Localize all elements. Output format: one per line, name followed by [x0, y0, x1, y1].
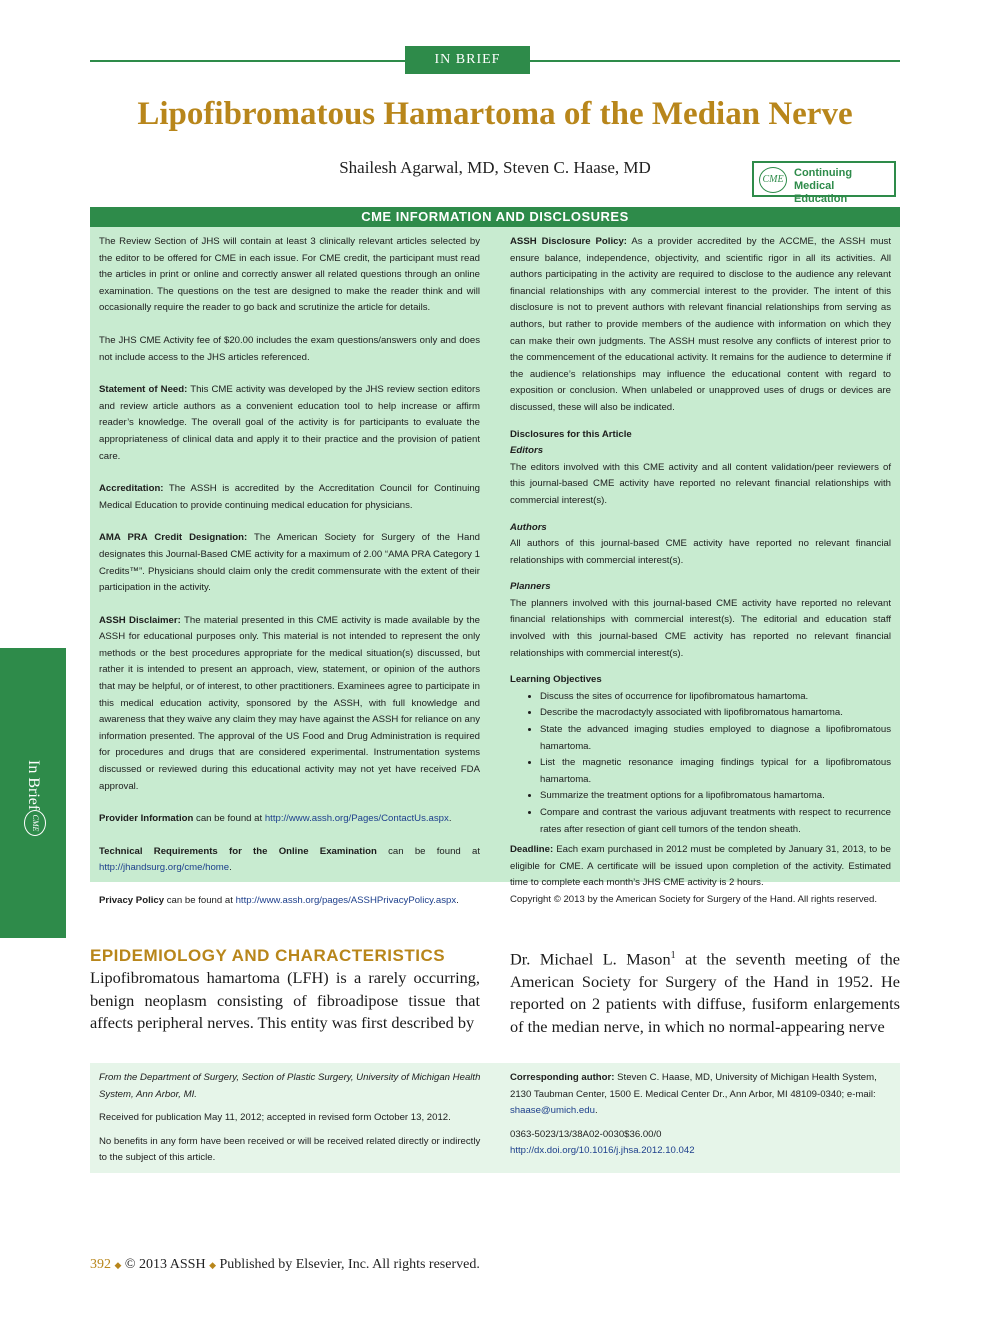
cme-intro-paragraph: The Review Section of JHS will contain at least 3 clinically relevant articles selected by the editor to be offered for CME in each issue. For CME credit, the participant must read the articles in print or online and correctly answer all related questions through an online examination. The questions on the test are designed to make the reader think and will occasionally require the reader to go back and scrutinize the article for details. — [99, 236, 480, 314]
deadline: Deadline: Each exam purchased in 2012 must be completed by January 31, 2013, to be eligible for CME. A certificate will be issued upon completion of the activity. Estimated time to complete each month’s JHS CME activity is 2 hours. — [510, 844, 891, 889]
tech-requirements-link[interactable]: http://jhandsurg.org/cme/home — [99, 862, 230, 874]
cme-left-column — [99, 234, 480, 926]
authors-heading: Authors — [510, 521, 547, 533]
article-title: Lipofibromatous Hamartoma of the Median Nerve — [137, 96, 853, 132]
issn: 0363-5023/13/38A02-0030$36.00/0 — [510, 1128, 662, 1140]
received-dates: Received for publication May 11, 2012; accepted in revised form October 13, 2012. — [99, 1112, 451, 1123]
assh-disclaimer: ASSH Disclaimer: The material presented in this CME activity is made available by the ASSH for educational purposes only. This material is not intended to represent the only methods or the best procedures appropriate for the medical situation(s) discussed, but rather it is intended to present an approach, view, statement, or opinion of the authors that may be helpful, or of interest, to other practitioners. Examinees agree to participate in this medical education activity, sponsored by the ASSH, with full knowledge and awareness that they waive any claim they may have against the ASSH for reliance on any information presented. The approval of the US Food and Drug Administration is required for procedures and drugs that are considered experimental. Instrumentation systems discussed or reviewed during this educational activity may not yet have received FDA approval. — [99, 614, 481, 792]
diamond-icon: ◆ — [209, 1260, 217, 1270]
authors-text: All authors of this journal-based CME activity have reported no relevant financial relationships with commercial interest(s). — [510, 538, 891, 566]
diamond-icon: ◆ — [114, 1260, 122, 1270]
side-cme-icon: CME — [24, 810, 46, 836]
side-tab-label: In Brief — [25, 760, 42, 811]
cme-right-column — [510, 234, 891, 909]
benefits-statement: No benefits in any form have been received or will be received related directly or indirectly to the subject of this article. — [99, 1135, 481, 1163]
editors-heading: Editors — [510, 445, 544, 457]
ama-credit-designation: AMA PRA Credit Designation: The American Society for Surgery of the Hand designates this Journal-Based CME activity for a maximum of 2.00 “AMA PRA Category 1 Credits™”. Physicians should claim only the credit commensurate with the extent of their participation in the activity. — [99, 532, 480, 594]
body-right-column: Dr. Michael L. Mason$^1$ at the seventh meeting of the American Society for Surgery of the Hand in 1952. He reported on 2 patients with diffuse, fusiform enlargements of the median nerve, in which no normal-appearing nerve — [510, 949, 900, 1036]
list-item: • Compare and contrast the various adjuvant treatments with respect to recurrence rates after resection of giant cell tumors of the tendon sheath. — [540, 805, 891, 838]
cme-badge — [752, 161, 896, 205]
footnote-left — [99, 1070, 482, 1174]
list-item: • List the magnetic resonance imaging findings typical for a lipofibromatous hamartoma. — [540, 755, 891, 788]
provider-information: Provider Information can be found at http://www.assh.org/Pages/ContactUs.aspx. — [99, 813, 452, 825]
cme-fee-paragraph: The JHS CME Activity fee of $20.00 includes the exam questions/answers only and does not include access to the JHS articles referenced. — [99, 334, 480, 363]
planners-heading: Planners — [510, 581, 551, 593]
learning-objectives-list — [510, 689, 891, 838]
disclosures-heading: Disclosures for this Article — [510, 428, 632, 440]
section-heading: EPIDEMIOLOGY AND CHARACTERISTICS — [90, 946, 446, 965]
provider-link[interactable]: http://www.assh.org/Pages/ContactUs.aspx — [264, 813, 449, 825]
privacy-policy: Privacy Policy can be found at http://www.assh.org/pages/ASSHPrivacyPolicy.aspx. — [99, 895, 459, 906]
editors-text: The editors involved with this CME activity and all content validation/peer reviewers of this journal-based CME activity have reported no relevant financial relationships with commercial interest(s). — [510, 461, 891, 506]
reference-marker[interactable]: 1 — [670, 950, 676, 961]
list-item: • Discuss the sites of occurrence for lipofibromatous hamartoma. — [540, 689, 891, 706]
email-link[interactable]: shaase@umich.edu — [510, 1105, 595, 1116]
cme-info-heading: CME INFORMATION AND DISCLOSURES — [90, 207, 900, 227]
cme-badge-label: Continuing Medical Education — [794, 167, 853, 205]
affiliation: From the Department of Surgery, Section of Plastic Surgery, University of Michigan Health System, Ann Arbor, MI. — [99, 1072, 481, 1100]
cme-logo-icon: CME — [759, 167, 787, 193]
planners-text: The planners involved with this journal-based CME activity have reported no relevant financial relationships with commercial interest(s). The editorial and education staff involved with this journal-based CME activity has reported no relevant financial relationships with commercial interest(s). — [510, 597, 891, 659]
doi-link[interactable]: http://dx.doi.org/10.1016/j.jhsa.2012.10.042 — [510, 1145, 695, 1156]
page-footer — [90, 1257, 480, 1273]
cme-copyright: Copyright © 2013 by the American Society for Surgery of the Hand. All rights reserved. — [510, 893, 878, 905]
section-tag: IN BRIEF — [405, 46, 530, 74]
statement-of-need: Statement of Need: This CME activity was developed by the JHS review section editors and review article authors as a convenient education tool to help increase or affirm reader’s knowledge. The overall goal of the activity is for participants to evaluate the appropriateness of clinical data and apply it to their practice and the provision of patient care. — [99, 384, 481, 462]
page-number: 392 — [90, 1257, 111, 1272]
disclosure-policy: ASSH Disclosure Policy: As a provider accredited by the ACCME, the ASSH must ensure balance, independence, objectivity, and scientific rigor in all its activities. All authors participating in the activity are required to disclose to the audience any relevant financial relationships with any commercial interest to the provider. The intent of this disclosure is not to prevent authors with relevant financial relationships from serving as authors, but rather to provide members of the audience with information on which they can make their own judgments. The ASSH must resolve any conflicts of interest prior to the commencement of the educational activity. It remains for the audience to determine if the audience’s relationships may influence the educational content with regard to exposition or conclusion. When unlabeled or unapproved uses of drugs or devices are discussed, these will also be indicated. — [510, 236, 892, 413]
corresponding-author: Corresponding author: Steven C. Haase, MD, University of Michigan Health System, 2130 Taubman Center, 1500 E. Medical Center Dr., Ann Arbor, MI 48109-0340; e-mail: shaase@umich.edu. — [510, 1072, 877, 1116]
privacy-policy-link[interactable]: http://www.assh.org/pages/ASSHPrivacyPolicy.aspx — [235, 895, 457, 906]
body-left-column: Lipofibromatous hamartoma (LFH) is a rarely occurring, benign neoplasm consisting of fibroadipose tissue that affects peripheral nerves. This entity was first described by — [90, 968, 480, 1032]
accreditation: Accreditation: The ASSH is accredited by the Accreditation Council for Continuing Medical Education to provide continuing medical education for physicians. — [99, 483, 480, 511]
article-authors: Shailesh Agarwal, MD, Steven C. Haase, MD — [339, 158, 651, 177]
footer-publisher: Published by Elsevier, Inc. All rights reserved. — [219, 1257, 480, 1272]
footer-copyright: © 2013 ASSH — [124, 1257, 206, 1272]
footnote-right — [510, 1070, 891, 1160]
list-item: • Describe the macrodactyly associated with lipofibromatous hamartoma. — [540, 705, 891, 722]
list-item: • Summarize the treatment options for a lipofibromatous hamartoma. — [540, 788, 891, 805]
list-item: • State the advanced imaging studies employed to diagnose a lipofibromatous hamartoma. — [540, 722, 891, 755]
technical-requirements: Technical Requirements for the Online Examination can be found at http://jhandsurg.org/cme/home. — [99, 845, 480, 874]
learning-objectives-heading: Learning Objectives — [510, 674, 602, 686]
